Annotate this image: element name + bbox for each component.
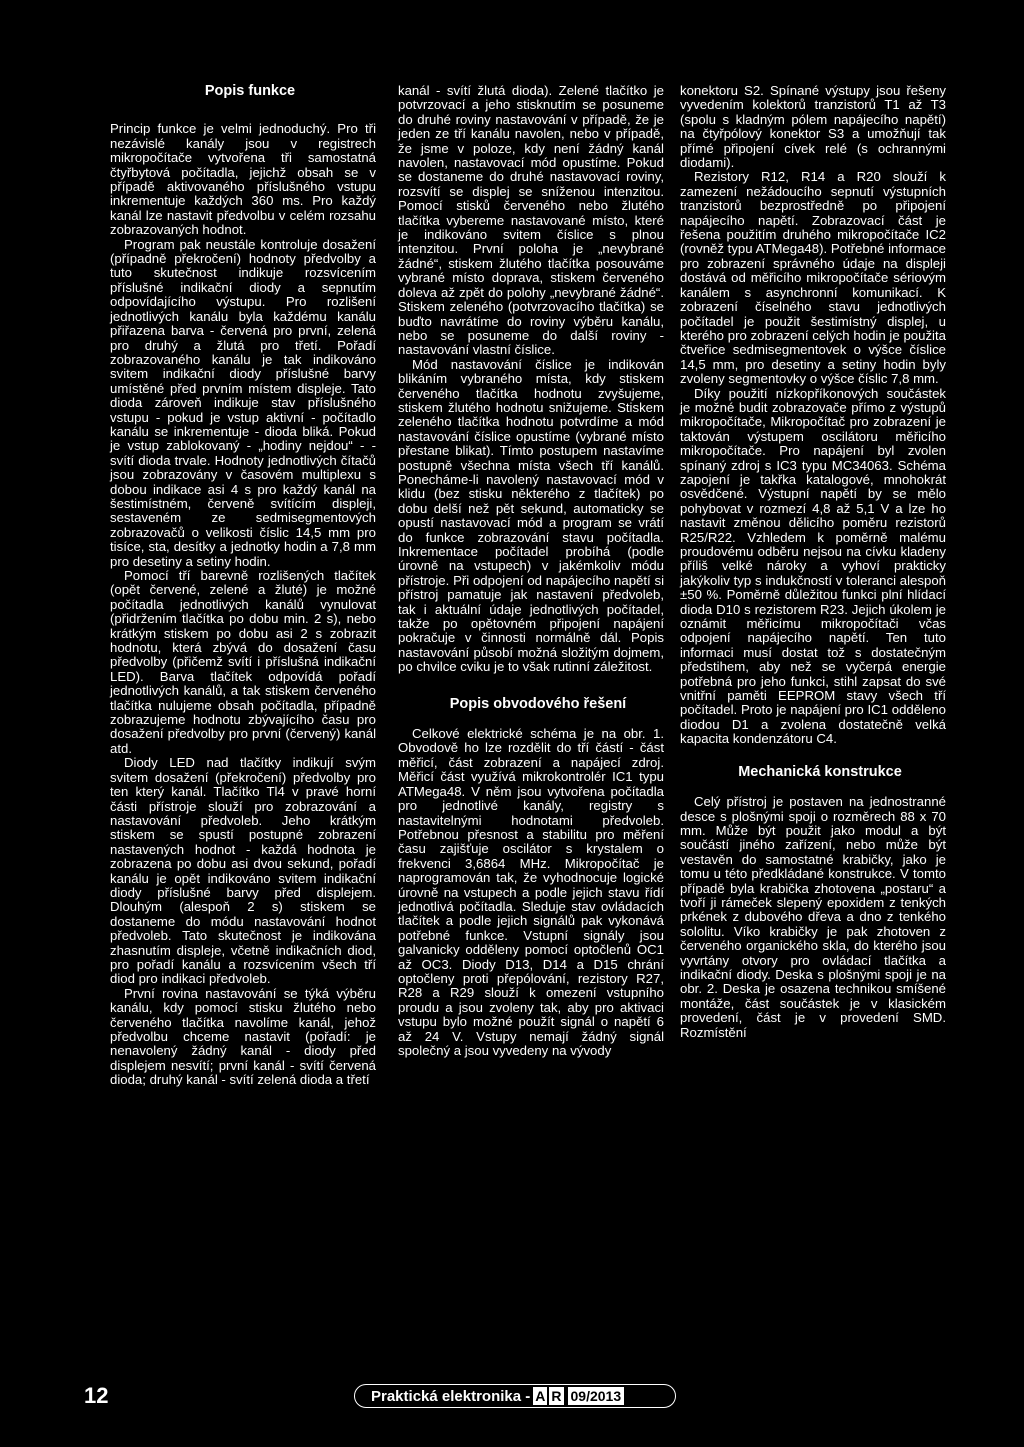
paragraph: Díky použití nízkopříkonových součástek je možné budit zobrazovače přímo z výstupů mikropočítače, Mikropočítač pro zobrazení je taktován výstupem oscilátoru měřicího mikropočítače. Pro napájení byl zvolen spínaný zdroj s IC3 typu MC34063. Schéma zapojení je takřka katalogové, mnohokrát osvědčené. Výstupní napětí by se mělo pohybovat v rozmezí 4,8 až 5,1 V a lze ho nastavit změnou dělicího poměru rezistorů R25/R22. Vzhledem k poměrně malému proudovému odběru nejsou na cívku kladeny příliš velké nároky a vyhoví prakticky jakýkoliv typ s indukčností v toleranci alespoň ±50 %. Poměrně důležitou funkci plní hlídací dioda D10 s rezistorem R23. Jejich úkolem je oznámit měřicímu mikropočítači včas odpojení napájecího napětí. Ten tuto informaci musí dostat tož s dostatečným předstihem, aby než se vyčerpá energie potřebná pro jeho funkci, stihl zapsat do své vnitřní paměti EEPROM stavy všech tří počítadel. Proto je napájení pro IC1 odděleno diodou D1 a zvolena dostatečně velká kapacita kondenzátoru C4. — [680, 385, 946, 747]
paragraph: Celkové elektrické schéma je na obr. 1. Obvodově ho lze rozdělit do tří částí - část měřicí, část zobrazení a napájecí zdroj. Měřicí část využívá mikrokontrolér IC1 typu ATMega48. V něm jsou vytvořena počítadla pro jednotlivé kanály, registry s nastavitelnými hodnotami předvoleb. Potřebnou přesnost a stabilitu pro měření času zajišťuje oscilátor s krystalem o frekvenci 3,6864 MHz. Mikropočítač je naprogramován tak, že vyhodnocuje logické úrovně na vstupech a podle jejich stavu řídí jednotlivá počítadla. Sleduje stav ovládacích tlačítek a podle jejich signálů pak vykonává potřebné funkce. Vstupní signály jsou galvanicky odděleny pomocí optočlenů OC1 až OC3. Diody D13, D14 a D15 chrání optočleny proti přepólování, rezistory R27, R28 a R29 slouží k omezení vstupního proudu a jsou zvoleny tak, aby pro aktivaci vstupu bylo možné použít signál o napětí 6 až 24 V. Vstupy nemají žádný signál společný a jsou vyvedeny na vývody — [398, 726, 664, 1058]
magazine-badge — [354, 1384, 676, 1408]
paragraph: Princip funkce je velmi jednoduchý. Pro tři nezávislé kanály jsou v registrech mikropočítače vytvořena tři samostatná čtyřbytová počítadla, jejichž obsah se v případě aktivovaného příslušného vstupu inkrementuje každých 360 ms. Pro každý kanál lze nastavit předvolbu v celém rozsahu zobrazovaných hodnot. — [110, 121, 376, 238]
section-heading-popis-obvodoveho-reseni: Popis obvodového řešení — [449, 695, 627, 712]
paragraph: Program pak neustále kontroluje dosažení (případně překročení) hodnoty předvolby a tuto skutečnost indikuje rozsvícením příslušné indikační diody a sepnutím odpovídajícího výstupu. Pro rozlišení jednotlivých kanálu byla každému kanálu přiřazena barva - červená pro první, zelená pro druhý a žlutá pro třetí. Pořadí zobrazovaného kanálu je tak indikováno svitem indikační diody příslušné barvy umístěné před prvním místem displeje. Tato dioda zároveň indikuje stav příslušného vstupu - pokud je vstup aktivní - počítadlo kanálu se inkrementuje - dioda bliká. Pokud je vstup zablokovaný - „hodiny nejdou“ - - svítí dioda trvale. Hodnoty jednotlivých čítačů jsou zobrazovány v časovém multiplexu s dobou indikace asi 4 s pro každý kanál na šestimístném, červeně svítícím displeji, sestaveném ze sedmisegmentových zobrazovačů o velikosti číslic 14,5 mm pro tisíce, sta, desítky a jednotky hodin a 7,8 mm pro desetiny a setiny hodin. — [110, 236, 376, 569]
column-1 — [110, 84, 376, 1088]
section-heading-mechanicka-konstrukce: Mechanická konstrukce — [738, 763, 902, 780]
column-2 — [398, 84, 664, 1058]
page-number: 12 — [84, 1383, 109, 1408]
paragraph: kanál - svítí žlutá dioda). Zelené tlačítko je potvrzovací a jeho stisknutím se posuneme do druhé roviny nastavování v případě, že je jeden ze tří kanálu navolen, nebo v případě, že jsme v poloze, kdy není žádný kanál navolen, nastavovací mód opustíme. Pokud se dostaneme do druhé nastavovací roviny, rozsvítí se displej se sníženou intenzitou. Pomocí stisků červeného nebo žlutého tlačítka vybereme nastavované místo, které je indikováno svitem číslice s plnou intenzitou. První poloha je „nevybrané žádné“, stiskem žlutého tlačítka posouváme vybrané místo doprava, stiskem červeného doleva až zpět do polohy „nevybrané žádné“. Stiskem zeleného (potvrzovacího tlačítka) se buďto navrátíme do roviny výběru kanálu, nebo se posuneme do další roviny - nastavování vlastní číslice. — [398, 83, 664, 358]
paragraph: Diody LED nad tlačítky indikují svým svitem dosažení (překročení) předvolby pro ten který kanál. Tlačítko Tl4 v pravé horní části přístroje slouží pro zobrazování a nastavování předvoleb. Jeho krátkým stiskem se spustí postupné zobrazení nastavených hodnot - každá hodnota je zobrazena po dobu asi dvou sekund, pořadí kanálu je opět indikováno svitem indikační diody příslušné barvy před displejem. Dlouhým (alespoň 2 s) stiskem se dostaneme do módu nastavování hodnot předvoleb. Tato skutečnost je indikována zhasnutím displeje, včetně indikačních diod, pro pořadí kanálu a rozsvícením všech tří diod pro indikaci předvoleb. — [110, 755, 376, 987]
column-3 — [680, 84, 946, 1040]
section-heading-popis-funkce: Popis funkce — [204, 83, 296, 99]
paragraph: Mód nastavování číslice je indikován blikáním vybraného místa, kdy stiskem červeného tlačítka hodnotu zvyšujeme, stiskem žlutého hodnotu snižujeme. Stiskem zeleného tlačítka hodnotu potvrdíme a mód nastavování číslice opustíme (vybrané místo přestane blikat). Tímto postupem nastavíme postupně všechna místa všech tří kanálů. Ponecháme-li navolený nastavovací mód v klidu (bez stisku některého z tlačítek) po dobu delší než pět sekund, automaticky se opustí nastavovací mód a program se vrátí do funkce zobrazování stavu počítadla. Inkrementace počítadel probíhá (podle úrovně na vstupech) v jakémkoliv módu přístroje. Při odpojení od napájecího napětí si přístroj pamatuje jak nastavení předvoleb, tak i aktuální údaje jednotlivých počítadel, takže po opětovném připojení napájení pokračuje v činnosti normálně dál. Popis nastavování působí možná složitým dojmem, po chvilce cviku je to však rutinní záležitost. — [398, 356, 664, 675]
paragraph: konektoru S2. Spínané výstupy jsou řešeny vyvedením kolektorů tranzistorů T1 až T3 (spolu s kladným pólem napájecího napětí) na čtyřpólový konektor S3 a umožňují tak přímé připojení cívek relé (s ochrannými diodami). — [680, 83, 946, 171]
magazine-letter-r: R — [551, 1388, 562, 1404]
magazine-name: Praktická elektronika - — [371, 1387, 531, 1405]
issue-number: 09/2013 — [568, 1387, 625, 1405]
paragraph: Celý přístroj je postaven na jednostranné desce s plošnými spoji o rozměrech 88 x 70 mm. Může být použit jako modul a být součástí jiného zařízení, nebo může být vestavěn do samostatné krabičky, jako je tomu u této předkládané konstrukce. V tomto případě byla krabička zhotovena „postaru“ a tvoří ji rámeček slepený epoxidem z tenkých prkének z dubového dřeva a dno z tenkého sololitu. Víko krabičky je pak zhotoven z červeného organického skla, do kterého jsou vyvrtány otvory pro ovládací tlačítka a indikační diody. Deska s plošnými spoji je na obr. 2. Deska je osazena technikou smíšené montáže, část součástek je v klasickém provedení, část je v provedení SMD. Rozmístění — [680, 794, 946, 1040]
paragraph: Pomocí tří barevně rozlišených tlačítek (opět červené, zelené a žluté) je možné počítadla jednotlivých kanálů vynulovat (přidržením tlačítka po dobu min. 2 s), nebo krátkým stiskem po dobu asi 2 s zobrazit hodnotu, která zbývá do dosažení času předvolby (přičemž svítí i příslušná indikační LED). Barva tlačítek odpovídá pořadí jednotlivých kanálů, a tak stiskem červeného tlačítka nulujeme obsah počítadla, případně zobrazujeme hodnotu zbývajícího času pro dosažení předvolby pro první (červený) kanál atd. — [110, 568, 376, 756]
page-footer — [0, 1382, 1024, 1412]
paragraph: Rezistory R12, R14 a R20 slouží k zamezení nežádoucího sepnutí výstupních tranzistorů bezprostředně po připojení napájecího napětí. Zobrazovací část je řešena použitím druhého mikropočítače IC2 (rovněž typu ATMega48). Potřebné informace pro zobrazení správného údaje na displeji dostává od měřicího mikropočítače sériovým kanálem s asynchronní komunikací. K zobrazení číselného stavu jednotlivých počítadel je použit šestimístný displej, u kterého pro zobrazení celých hodin je použita čtveřice sedmisegmentovek o výšce číslice 14,5 mm, pro desetiny a setiny hodin byly zvoleny segmentovky o výšce číslic 7,8 mm. — [680, 169, 946, 387]
magazine-letter-a: A — [535, 1388, 546, 1404]
paragraph: První rovina nastavování se týká výběru kanálu, kdy pomocí stisku žlutého nebo červeného tlačítka navolíme kanál, jehož předvolbu chceme nastavit (pořadí: je nenavolený žádný kanál - diody před displejem nesvítí; první kanál - svítí červená dioda; druhý kanál - svítí zelená dioda a třetí — [110, 985, 376, 1088]
